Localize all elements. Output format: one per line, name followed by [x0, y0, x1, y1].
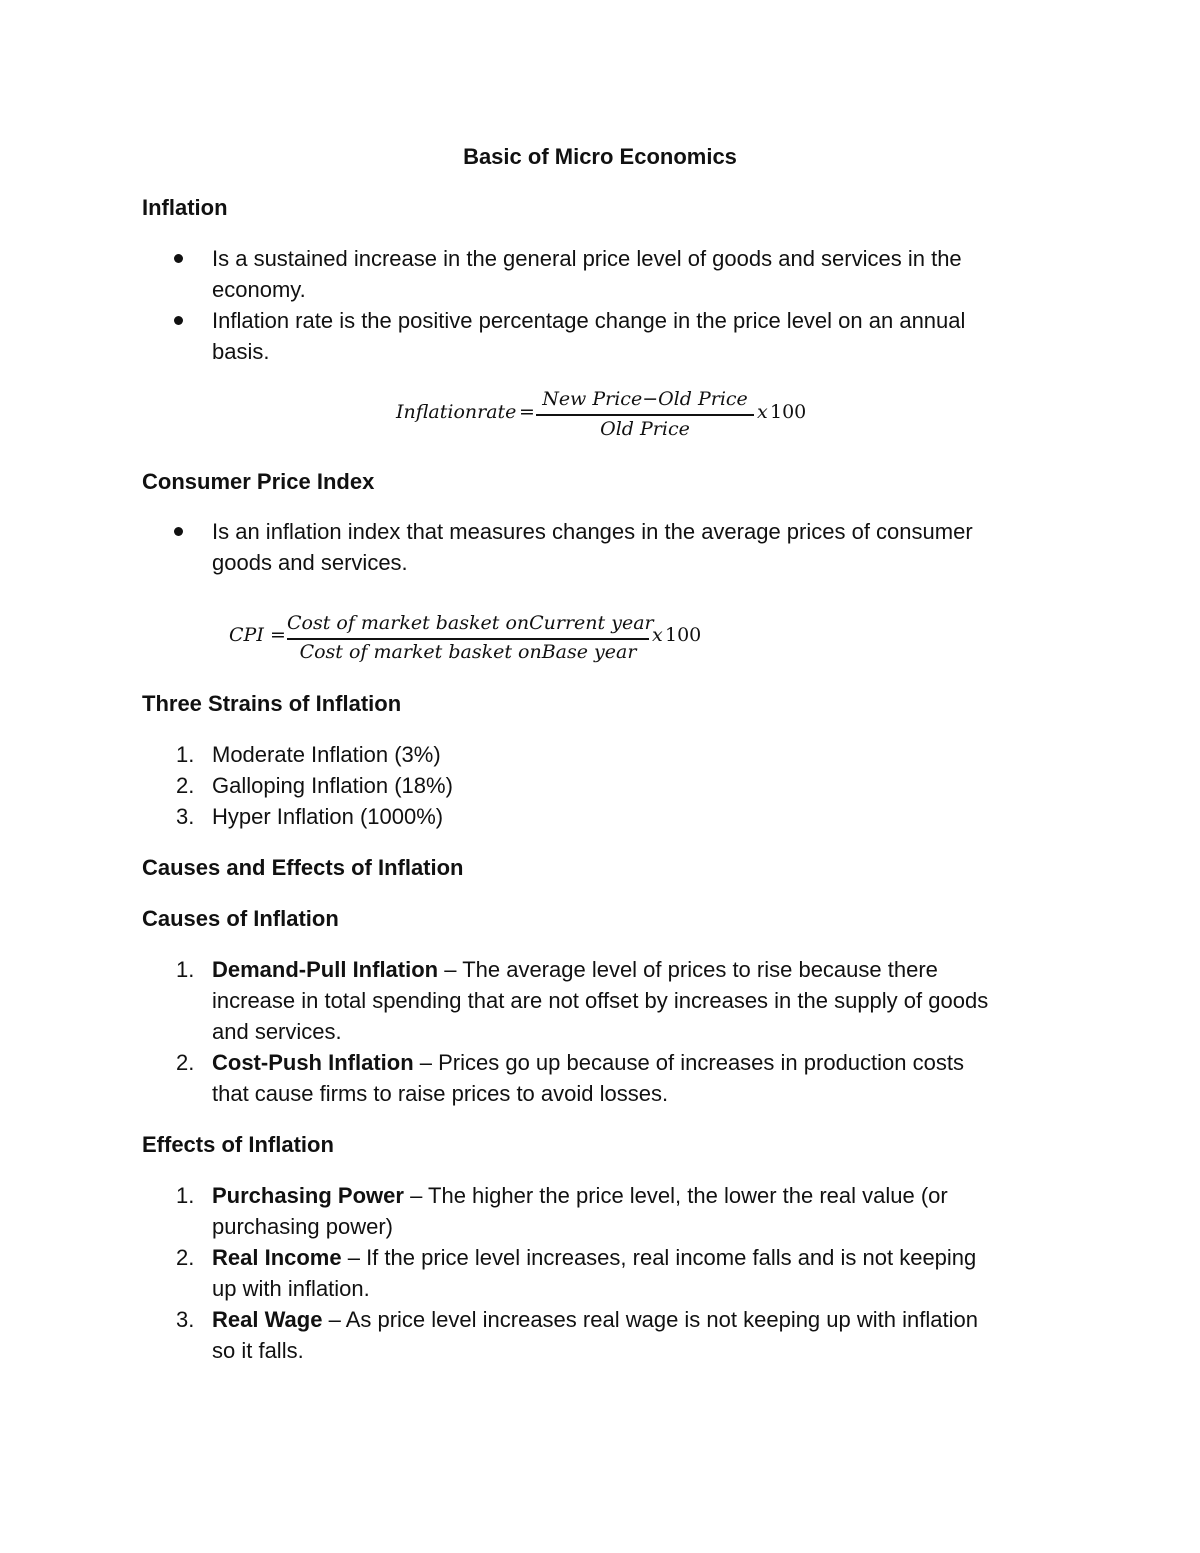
list-number: 2.	[176, 1050, 195, 1075]
list-number: 3.	[176, 804, 195, 829]
list-item-continuation: purchasing power)	[212, 1214, 393, 1239]
bullet-icon	[174, 316, 183, 325]
formula-factor: 100	[665, 624, 702, 646]
list-number: 1.	[176, 742, 195, 767]
definition: – As price level increases real wage is not keeping up with inflation	[322, 1307, 978, 1332]
section-heading-causes-effects: Causes and Effects of Inflation	[142, 855, 464, 880]
section-heading-cpi: Consumer Price Index	[142, 469, 375, 494]
list-item	[212, 1047, 964, 1078]
definition: – If the price level increases, real income falls and is not keeping	[341, 1245, 977, 1270]
list-item	[212, 1180, 948, 1211]
formula-factor: 100	[770, 401, 807, 423]
term: Purchasing Power	[212, 1183, 404, 1208]
cpi-bullet-1-line-1: Is an inflation index that measures changes in the average prices of consumer	[212, 519, 973, 544]
formula-times: x	[757, 401, 768, 423]
list-number: 3.	[176, 1307, 195, 1332]
list-number: 1.	[176, 957, 195, 982]
list-item	[212, 1242, 976, 1273]
term: Demand-Pull Inflation	[212, 957, 439, 982]
list-item: Hyper Inflation (1000%)	[212, 804, 444, 829]
inflation-bullet-1-line-2: economy.	[212, 277, 306, 302]
fraction-bar	[536, 414, 754, 416]
cpi-bullet-1-line-2: goods and services.	[212, 550, 408, 575]
section-heading-effects: Effects of Inflation	[142, 1132, 334, 1157]
list-item-continuation: so it falls.	[212, 1338, 304, 1363]
formula-numerator: New Price−Old Price	[542, 388, 748, 410]
section-heading-strains: Three Strains of Inflation	[142, 691, 402, 716]
formula-lhs: Inflationrate	[396, 401, 517, 423]
definition: – The average level of prices to rise because there	[438, 957, 938, 982]
formula-times: x	[652, 624, 663, 646]
list-number: 2.	[176, 773, 195, 798]
term: Real Wage	[212, 1307, 323, 1332]
inflation-bullet-2-line-1: Inflation rate is the positive percentage change in the price level on an annual	[212, 308, 966, 333]
section-heading-causes: Causes of Inflation	[142, 906, 339, 931]
list-item-continuation: increase in total spending that are not offset by increases in the supply of goods	[212, 988, 989, 1013]
term: Real Income	[212, 1245, 342, 1270]
formula-denominator: Cost of market basket onBase year	[299, 641, 637, 663]
list-item	[212, 1304, 978, 1335]
section-heading-inflation: Inflation	[142, 195, 228, 220]
formula-equals: =	[519, 401, 535, 423]
formula-denominator: Old Price	[600, 418, 690, 440]
list-number: 2.	[176, 1245, 195, 1270]
list-item: Galloping Inflation (18%)	[212, 773, 453, 798]
list-item-continuation: that cause firms to raise prices to avoid losses.	[212, 1081, 669, 1106]
list-item	[212, 954, 938, 985]
definition: – The higher the price level, the lower the real value (or	[403, 1183, 948, 1208]
list-item-continuation: up with inflation.	[212, 1276, 370, 1301]
term: Cost-Push Inflation	[212, 1050, 414, 1075]
bullet-icon	[174, 527, 183, 536]
inflation-bullet-2-line-2: basis.	[212, 339, 270, 364]
list-item: Moderate Inflation (3%)	[212, 742, 441, 767]
definition: – Prices go up because of increases in production costs	[413, 1050, 964, 1075]
bullet-icon	[174, 254, 183, 263]
formula-equals: =	[270, 624, 286, 646]
list-number: 1.	[176, 1183, 195, 1208]
inflation-bullet-1-line-1: Is a sustained increase in the general price level of goods and services in the	[212, 246, 962, 271]
page-title: Basic of Micro Economics	[463, 144, 737, 169]
formula-numerator: Cost of market basket onCurrent year	[287, 612, 654, 634]
formula-lhs: CPI	[229, 624, 264, 646]
list-item-continuation: and services.	[212, 1019, 342, 1044]
